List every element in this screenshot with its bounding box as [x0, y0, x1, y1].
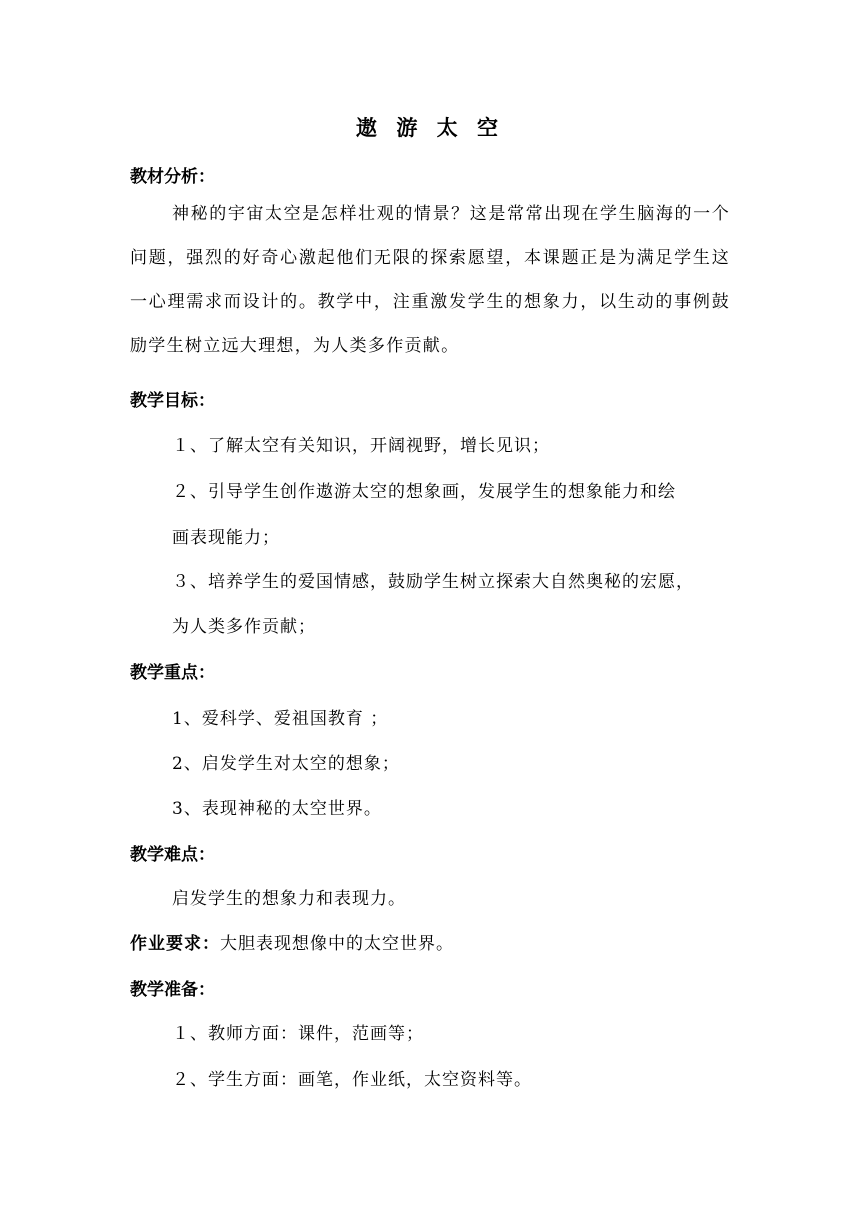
- objective-item-continuation: 画表现能力；: [172, 528, 280, 548]
- key-point-item: 2、启发学生对太空的想象；: [172, 754, 400, 774]
- key-point-item: 1、爱科学、爱祖国教育 ；: [172, 709, 389, 729]
- homework-line: [130, 929, 454, 954]
- heading-material-analysis: 教材分析：: [130, 167, 215, 187]
- document-title: 遨 游 太 空: [356, 116, 504, 140]
- homework-text: 大胆表现想像中的太空世界。: [220, 934, 454, 954]
- heading-homework: 作业要求：: [130, 934, 220, 954]
- objective-item: ２、引导学生创作遨游太空的想象画，发展学生的想象能力和绘: [172, 482, 676, 502]
- preparation-item: ２、学生方面：画笔，作业纸，太空资料等。: [172, 1070, 532, 1090]
- difficulties-text: 启发学生的想象力和表现力。: [172, 889, 406, 909]
- key-point-item: 3、表现神秘的太空世界。: [172, 799, 382, 819]
- heading-key-points: 教学重点：: [130, 663, 215, 683]
- heading-objectives: 教学目标：: [130, 391, 215, 411]
- objective-item-continuation: 为人类多作贡献；: [172, 617, 316, 637]
- objective-item: ３、培养学生的爱国情感，鼓励学生树立探索大自然奥秘的宏愿，: [172, 572, 694, 592]
- heading-difficulties: 教学难点：: [130, 845, 215, 865]
- preparation-item: １、教师方面：课件，范画等；: [172, 1024, 424, 1044]
- heading-preparation: 教学准备：: [130, 980, 215, 1000]
- paragraph-material-analysis: 神秘的宇宙太空是怎样壮观的情景？这是常常出现在学生脑海的一个问题，强烈的好奇心激起他们无限的探索愿望，本课题正是为满足学生这一心理需求而设计的。教学中，注重激发学生的想象力，以生动的事例鼓励学生树立远大理想，为人类多作贡献。: [130, 204, 730, 356]
- objective-item: １、了解太空有关知识，开阔视野，增长见识；: [172, 436, 550, 456]
